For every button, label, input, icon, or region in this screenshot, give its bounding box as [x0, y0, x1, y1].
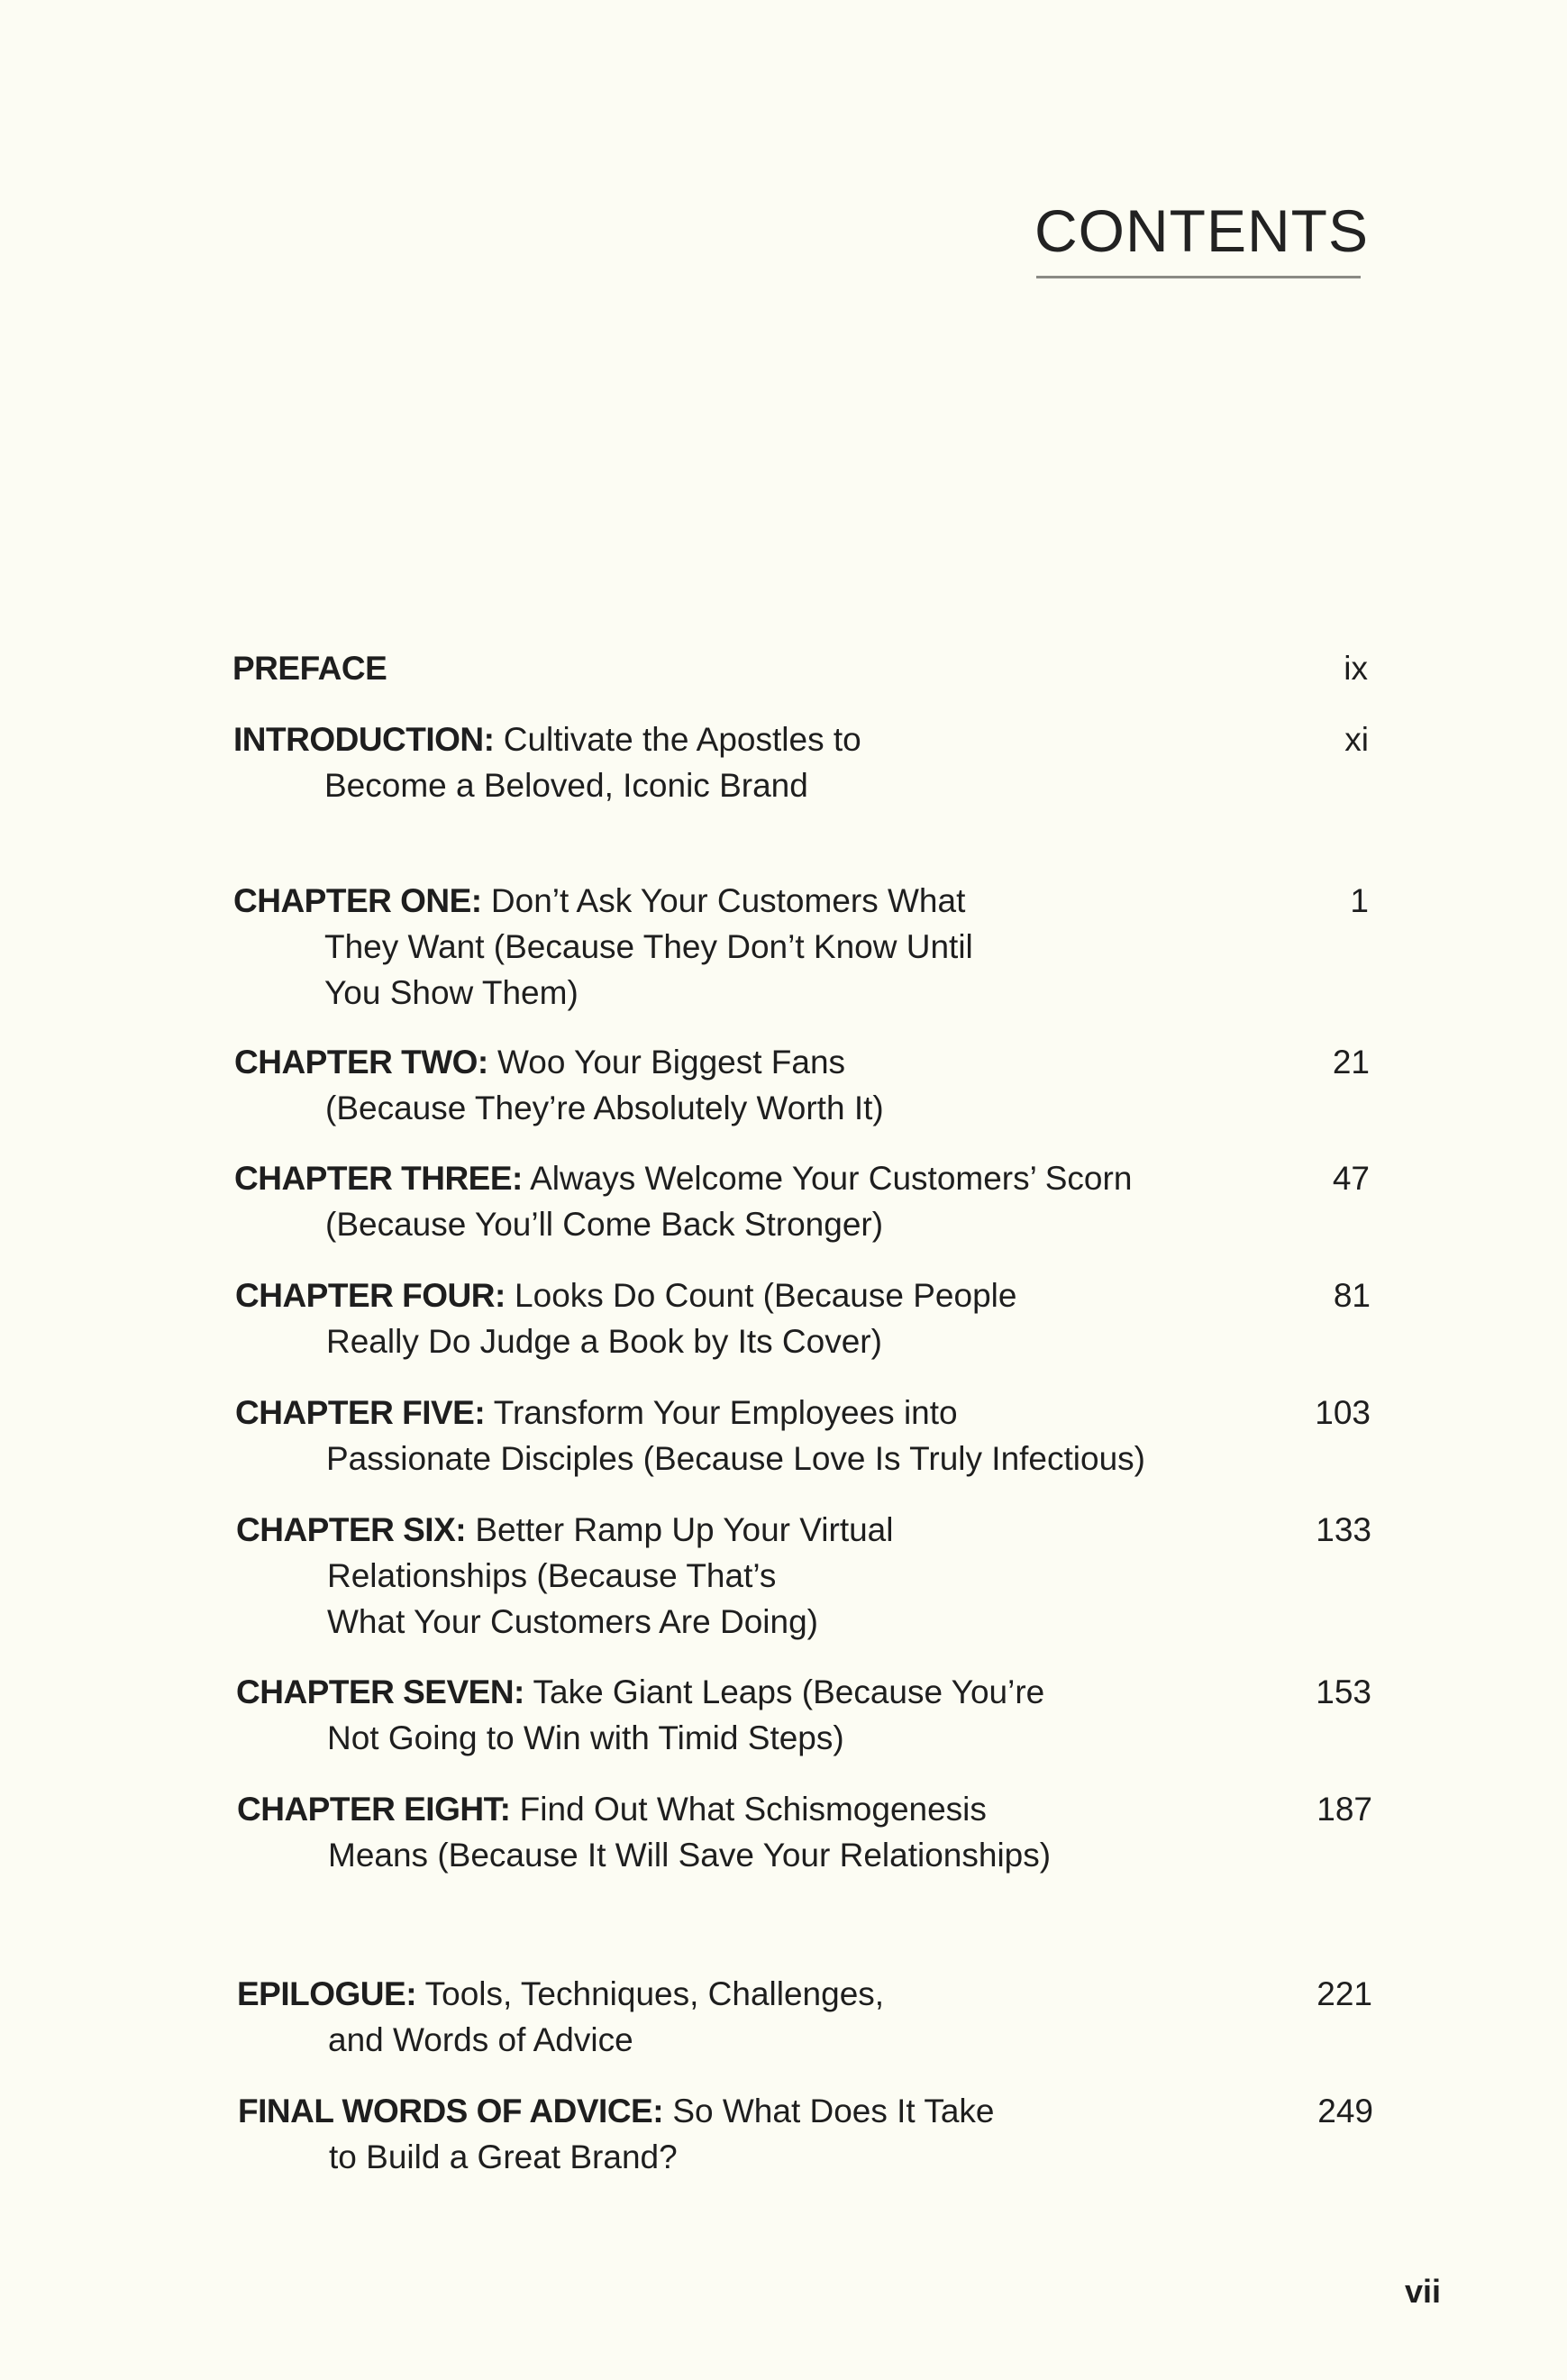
- entry-label: CHAPTER SEVEN:: [236, 1673, 524, 1710]
- toc-entry-chapter-six: [236, 1507, 1371, 1645]
- entry-label: CHAPTER FIVE:: [235, 1394, 486, 1431]
- entry-title: Cultivate the Apostles to: [494, 721, 861, 758]
- entry-title-continuation: You Show Them): [324, 974, 579, 1011]
- page-title: CONTENTS: [1034, 197, 1369, 264]
- entry-title-continuation: Relationships (Because That’s: [327, 1557, 777, 1594]
- entry-title: Looks Do Count (Because People: [505, 1277, 1017, 1314]
- entry-label: INTRODUCTION:: [233, 721, 495, 758]
- toc-entry-final-words: [238, 2088, 1373, 2180]
- entry-title-continuation: and Words of Advice: [328, 2021, 633, 2058]
- entry-page-number: 103: [1315, 1394, 1371, 1431]
- entry-title-continuation: Not Going to Win with Timid Steps): [327, 1719, 844, 1756]
- toc-entry-chapter-four: [235, 1272, 1371, 1364]
- entry-title-continuation: (Because You’ll Come Back Stronger): [325, 1206, 884, 1243]
- entry-title: Don’t Ask Your Customers What: [481, 882, 966, 919]
- toc-entry-introduction: [233, 716, 1369, 808]
- entry-label: FINAL WORDS OF ADVICE:: [238, 2093, 664, 2129]
- entry-title-continuation: They Want (Because They Don’t Know Until: [324, 928, 973, 965]
- entry-title: Tools, Techniques, Challenges,: [416, 1975, 885, 2012]
- toc-entry-chapter-one: [233, 878, 1369, 1016]
- toc-entry-chapter-three: [234, 1155, 1370, 1247]
- entry-page-number: 21: [1332, 1044, 1370, 1081]
- entry-page-number: 47: [1332, 1160, 1370, 1197]
- entry-label: CHAPTER SIX:: [236, 1511, 467, 1548]
- entry-title: Transform Your Employees into: [485, 1394, 958, 1431]
- entry-label: CHAPTER TWO:: [234, 1044, 488, 1081]
- entry-title: Better Ramp Up Your Virtual: [466, 1511, 894, 1548]
- entry-label: EPILOGUE:: [237, 1975, 417, 2012]
- entry-page-number: 249: [1317, 2093, 1373, 2129]
- entry-title-continuation: Become a Beloved, Iconic Brand: [324, 767, 808, 804]
- entry-title: Find Out What Schismogenesis: [510, 1791, 987, 1828]
- entry-page-number: xi: [1344, 721, 1369, 758]
- entry-page-number: 187: [1316, 1791, 1372, 1828]
- entry-title: Woo Your Biggest Fans: [487, 1044, 846, 1081]
- entry-title-continuation: Passionate Disciples (Because Love Is Truly Infectious): [326, 1440, 1145, 1477]
- entry-title-continuation: What Your Customers Are Doing): [327, 1603, 818, 1640]
- entry-page-number: 133: [1316, 1511, 1371, 1548]
- entry-title: So What Does It Take: [663, 2093, 995, 2129]
- entry-label: CHAPTER THREE:: [234, 1160, 523, 1197]
- entry-page-number: ix: [1344, 650, 1368, 687]
- toc-entry-preface: [232, 645, 1368, 691]
- entry-label: CHAPTER FOUR:: [235, 1277, 506, 1314]
- entry-page-number: 153: [1316, 1673, 1371, 1710]
- entry-title-continuation: to Build a Great Brand?: [329, 2138, 678, 2175]
- entry-title-continuation: Really Do Judge a Book by Its Cover): [326, 1323, 882, 1360]
- entry-title: Always Welcome Your Customers’ Scorn: [522, 1160, 1133, 1197]
- toc-entry-chapter-seven: [236, 1669, 1371, 1761]
- entry-page-number: 221: [1316, 1975, 1372, 2012]
- entry-label: CHAPTER EIGHT:: [237, 1791, 511, 1828]
- entry-label: PREFACE: [232, 650, 387, 687]
- toc-entry-chapter-two: [234, 1039, 1370, 1131]
- entry-title-continuation: (Because They’re Absolutely Worth It): [325, 1090, 884, 1126]
- entry-page-number: 1: [1350, 882, 1369, 919]
- entry-page-number: 81: [1333, 1277, 1371, 1314]
- toc-entry-epilogue: [237, 1971, 1372, 2063]
- toc-entry-chapter-eight: [237, 1786, 1372, 1878]
- page-number: vii: [1404, 2273, 1441, 2310]
- title-underline: [1036, 276, 1361, 278]
- entry-label: CHAPTER ONE:: [233, 882, 482, 919]
- entry-title-continuation: Means (Because It Will Save Your Relationships): [328, 1837, 1052, 1874]
- entry-title: Take Giant Leaps (Because You’re: [524, 1673, 1045, 1710]
- toc-entry-chapter-five: [235, 1390, 1371, 1482]
